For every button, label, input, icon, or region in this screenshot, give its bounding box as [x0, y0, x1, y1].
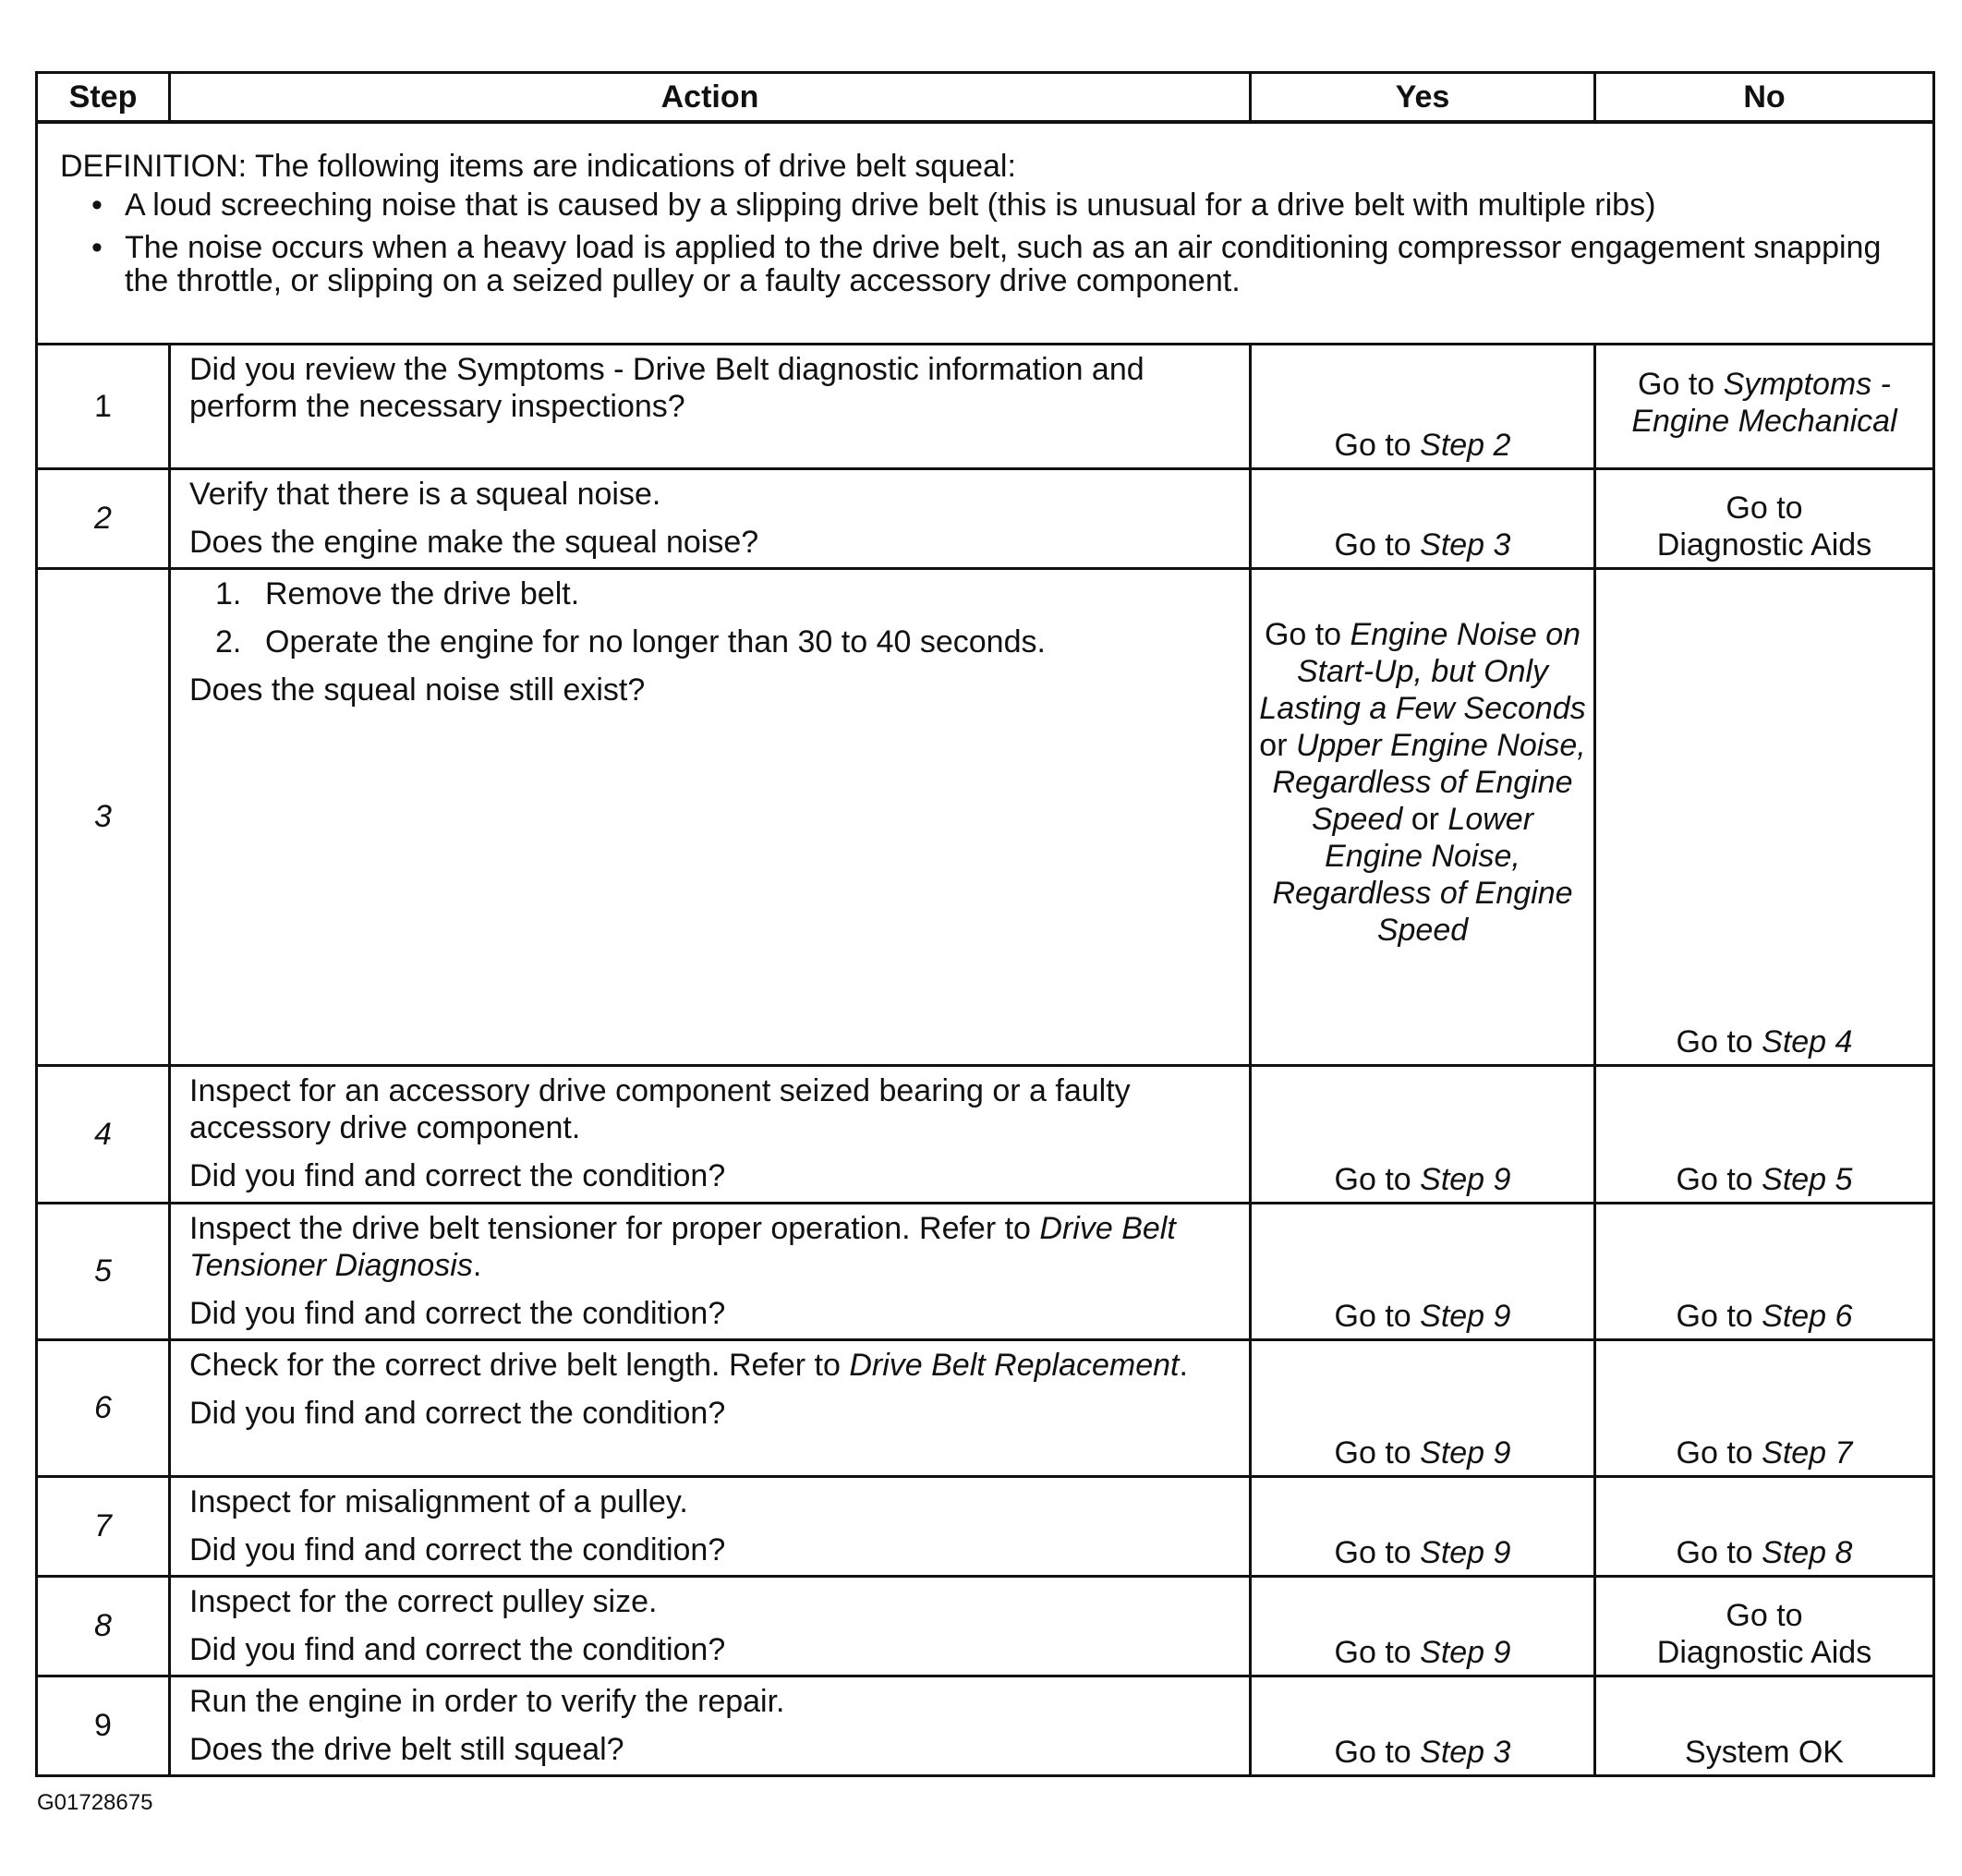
action-cell [170, 1676, 1251, 1775]
no-prefix: Go to [1726, 490, 1803, 526]
step-row-7 [37, 1476, 1934, 1576]
header-action: Action [170, 73, 1251, 123]
no-link[interactable]: Step 8 [1762, 1534, 1853, 1570]
no-cell [1595, 1339, 1934, 1476]
step-number: 3 [94, 799, 112, 834]
diagnostic-table [35, 71, 1935, 1777]
yes-link-start-up-noise[interactable]: Engine Noise on Start-Up, but Only Lasting a Few Seconds [1259, 616, 1586, 726]
yes-cell [1251, 468, 1595, 568]
yes-prefix: Go to [1264, 616, 1350, 652]
no-prefix: Go to [1676, 1161, 1762, 1197]
no-cell [1595, 1576, 1934, 1676]
header-step: Step [37, 73, 170, 123]
step-number: 6 [94, 1390, 112, 1425]
yes-link[interactable]: Step 9 [1420, 1634, 1511, 1670]
step-cell [37, 568, 170, 1065]
action-question: Did you find and correct the condition? [189, 1631, 726, 1667]
no-cell [1595, 1676, 1934, 1775]
yes-link[interactable]: Step 2 [1420, 427, 1511, 463]
definition-bullet-1 [60, 188, 1916, 222]
step-number: 7 [94, 1508, 112, 1543]
yes-prefix: Go to [1334, 1434, 1421, 1471]
definition-cell [37, 122, 1934, 344]
yes-link[interactable]: Step 9 [1420, 1298, 1511, 1334]
yes-link[interactable]: Step 3 [1420, 526, 1511, 563]
yes-cell [1251, 1065, 1595, 1203]
no-link[interactable]: Step 6 [1762, 1298, 1853, 1334]
action-question: Did you find and correct the condition? [189, 1531, 726, 1567]
no-cell [1595, 1203, 1934, 1339]
step-cell [37, 344, 170, 468]
step-row-4 [37, 1065, 1934, 1203]
definition-bullet-2-text: The noise occurs when a heavy load is applied to the drive belt, such as an air conditioning compressor engagement snapping the throttle, or slipping on a seized pulley or a faulty accessory drive component. [125, 230, 1882, 298]
action-cell [170, 1065, 1251, 1203]
step-row-8 [37, 1576, 1934, 1676]
header-row [37, 73, 1934, 123]
action-cell [170, 1203, 1251, 1339]
step-row-3 [37, 568, 1934, 1065]
step-number: 1 [94, 388, 112, 424]
yes-prefix: Go to [1334, 1634, 1421, 1670]
no-cell [1595, 344, 1934, 468]
yes-link[interactable]: Step 3 [1420, 1734, 1511, 1770]
action-cell [170, 344, 1251, 468]
step-number: 2 [94, 501, 112, 536]
yes-cell [1251, 1676, 1595, 1775]
step-row-1 [37, 344, 1934, 468]
no-prefix: Go to [1676, 1023, 1762, 1059]
definition-row [37, 122, 1934, 344]
action-text: Inspect for the correct pulley size. [189, 1583, 658, 1619]
definition-bullet-1-text: A loud screeching noise that is caused by a slipping drive belt (this is unusual for a drive belt with multiple ribs) [125, 188, 1656, 223]
list-number: 2. [215, 623, 242, 660]
action-text-start: Inspect the drive belt tensioner for proper operation. Refer to [189, 1210, 1040, 1246]
yes-link[interactable]: Step 9 [1420, 1161, 1511, 1197]
step-cell [37, 1676, 170, 1775]
no-cell [1595, 1476, 1934, 1576]
action-question: Did you find and correct the condition? [189, 1295, 726, 1331]
action-question: Does the squeal noise still exist? [189, 672, 646, 708]
no-link[interactable]: Diagnostic Aids [1656, 1634, 1872, 1670]
yes-prefix: Go to [1334, 526, 1421, 563]
step-number: 4 [94, 1116, 112, 1152]
action-text: Verify that there is a squeal noise. [189, 476, 661, 512]
no-cell [1595, 1065, 1934, 1203]
header-yes: Yes [1251, 73, 1595, 123]
step-row-2 [37, 468, 1934, 568]
action-cell [170, 1576, 1251, 1676]
action-text: Did you review the Symptoms - Drive Belt diagnostic information and perform the necessary inspections? [189, 351, 1144, 424]
step-cell [37, 1576, 170, 1676]
yes-link-upper-engine-noise[interactable]: Upper Engine Noise, Regardless of Engine Speed [1272, 727, 1586, 837]
no-result: System OK [1685, 1734, 1844, 1770]
no-cell [1595, 468, 1934, 568]
bullet-icon: • [91, 188, 103, 223]
yes-link-lower-engine-noise[interactable]: Lower Engine Noise, Regardless of Engine Speed [1272, 801, 1573, 948]
definition-intro: DEFINITION: The following items are indications of drive belt squeal: [60, 149, 1016, 184]
action-list-item-1 [189, 575, 1232, 612]
reference-link[interactable]: Drive Belt Replacement [849, 1347, 1180, 1383]
yes-cell [1251, 568, 1595, 1065]
no-prefix: Go to [1676, 1534, 1762, 1570]
action-text: Inspect for an accessory drive component seized bearing or a faulty accessory drive component. [189, 1072, 1131, 1145]
reference-link[interactable]: Drive Belt Tensioner Diagnosis [189, 1210, 1176, 1283]
yes-cell [1251, 1339, 1595, 1476]
action-text [189, 1347, 1232, 1384]
no-link[interactable]: Step 4 [1762, 1023, 1853, 1059]
no-link[interactable]: Step 5 [1762, 1161, 1853, 1197]
step-row-6 [37, 1339, 1934, 1476]
list-item-text: Operate the engine for no longer than 30 to 40 seconds. [265, 623, 1046, 660]
step-row-5 [37, 1203, 1934, 1339]
no-prefix: Go to [1676, 1434, 1762, 1471]
no-prefix: Go to [1676, 1298, 1762, 1334]
yes-prefix: Go to [1334, 1298, 1421, 1334]
action-text: Inspect for misalignment of a pulley. [189, 1483, 688, 1519]
no-link[interactable]: Diagnostic Aids [1656, 526, 1872, 563]
step-row-9 [37, 1676, 1934, 1775]
header-no: No [1595, 73, 1934, 123]
action-text: Run the engine in order to verify the repair. [189, 1683, 785, 1719]
step-cell [37, 468, 170, 568]
step-cell [37, 1339, 170, 1476]
bullet-icon: • [91, 230, 103, 265]
step-number: 5 [94, 1253, 112, 1289]
no-prefix: Go to [1638, 366, 1724, 402]
step-cell [37, 1476, 170, 1576]
yes-prefix: Go to [1334, 1734, 1421, 1770]
definition-bullet-2 [60, 231, 1916, 297]
no-prefix: Go to [1726, 1597, 1803, 1633]
figure-code: G01728675 [37, 1790, 153, 1815]
yes-or: or [1259, 727, 1296, 763]
action-text [189, 1210, 1232, 1284]
action-cell [170, 1476, 1251, 1576]
list-number: 1. [215, 575, 242, 611]
action-question: Does the engine make the squeal noise? [189, 524, 759, 560]
yes-cell [1251, 1476, 1595, 1576]
action-cell [170, 568, 1251, 1065]
list-item-text: Remove the drive belt. [265, 575, 580, 611]
action-list-item-2 [189, 623, 1232, 660]
yes-prefix: Go to [1334, 427, 1421, 463]
yes-cell [1251, 1203, 1595, 1339]
action-text-start: Check for the correct drive belt length. Refer to [189, 1347, 850, 1383]
yes-or: or [1402, 801, 1448, 837]
yes-prefix: Go to [1334, 1534, 1421, 1570]
action-question: Did you find and correct the condition? [189, 1395, 726, 1431]
action-question: Does the drive belt still squeal? [189, 1731, 624, 1767]
yes-link[interactable]: Step 9 [1420, 1534, 1511, 1570]
step-number: 8 [94, 1608, 112, 1643]
action-question: Did you find and correct the condition? [189, 1157, 726, 1193]
action-text-end: . [1179, 1347, 1188, 1383]
no-cell [1595, 568, 1934, 1065]
no-link[interactable]: Symptoms - Engine Mechanical [1631, 366, 1897, 439]
step-cell [37, 1203, 170, 1339]
yes-cell [1251, 1576, 1595, 1676]
no-link[interactable]: Step 7 [1762, 1434, 1853, 1471]
action-cell [170, 1339, 1251, 1476]
yes-prefix: Go to [1334, 1161, 1421, 1197]
step-number: 9 [94, 1708, 112, 1743]
action-cell [170, 468, 1251, 568]
yes-cell [1251, 344, 1595, 468]
step-cell [37, 1065, 170, 1203]
yes-link[interactable]: Step 9 [1420, 1434, 1511, 1471]
action-text-end: . [472, 1247, 482, 1283]
